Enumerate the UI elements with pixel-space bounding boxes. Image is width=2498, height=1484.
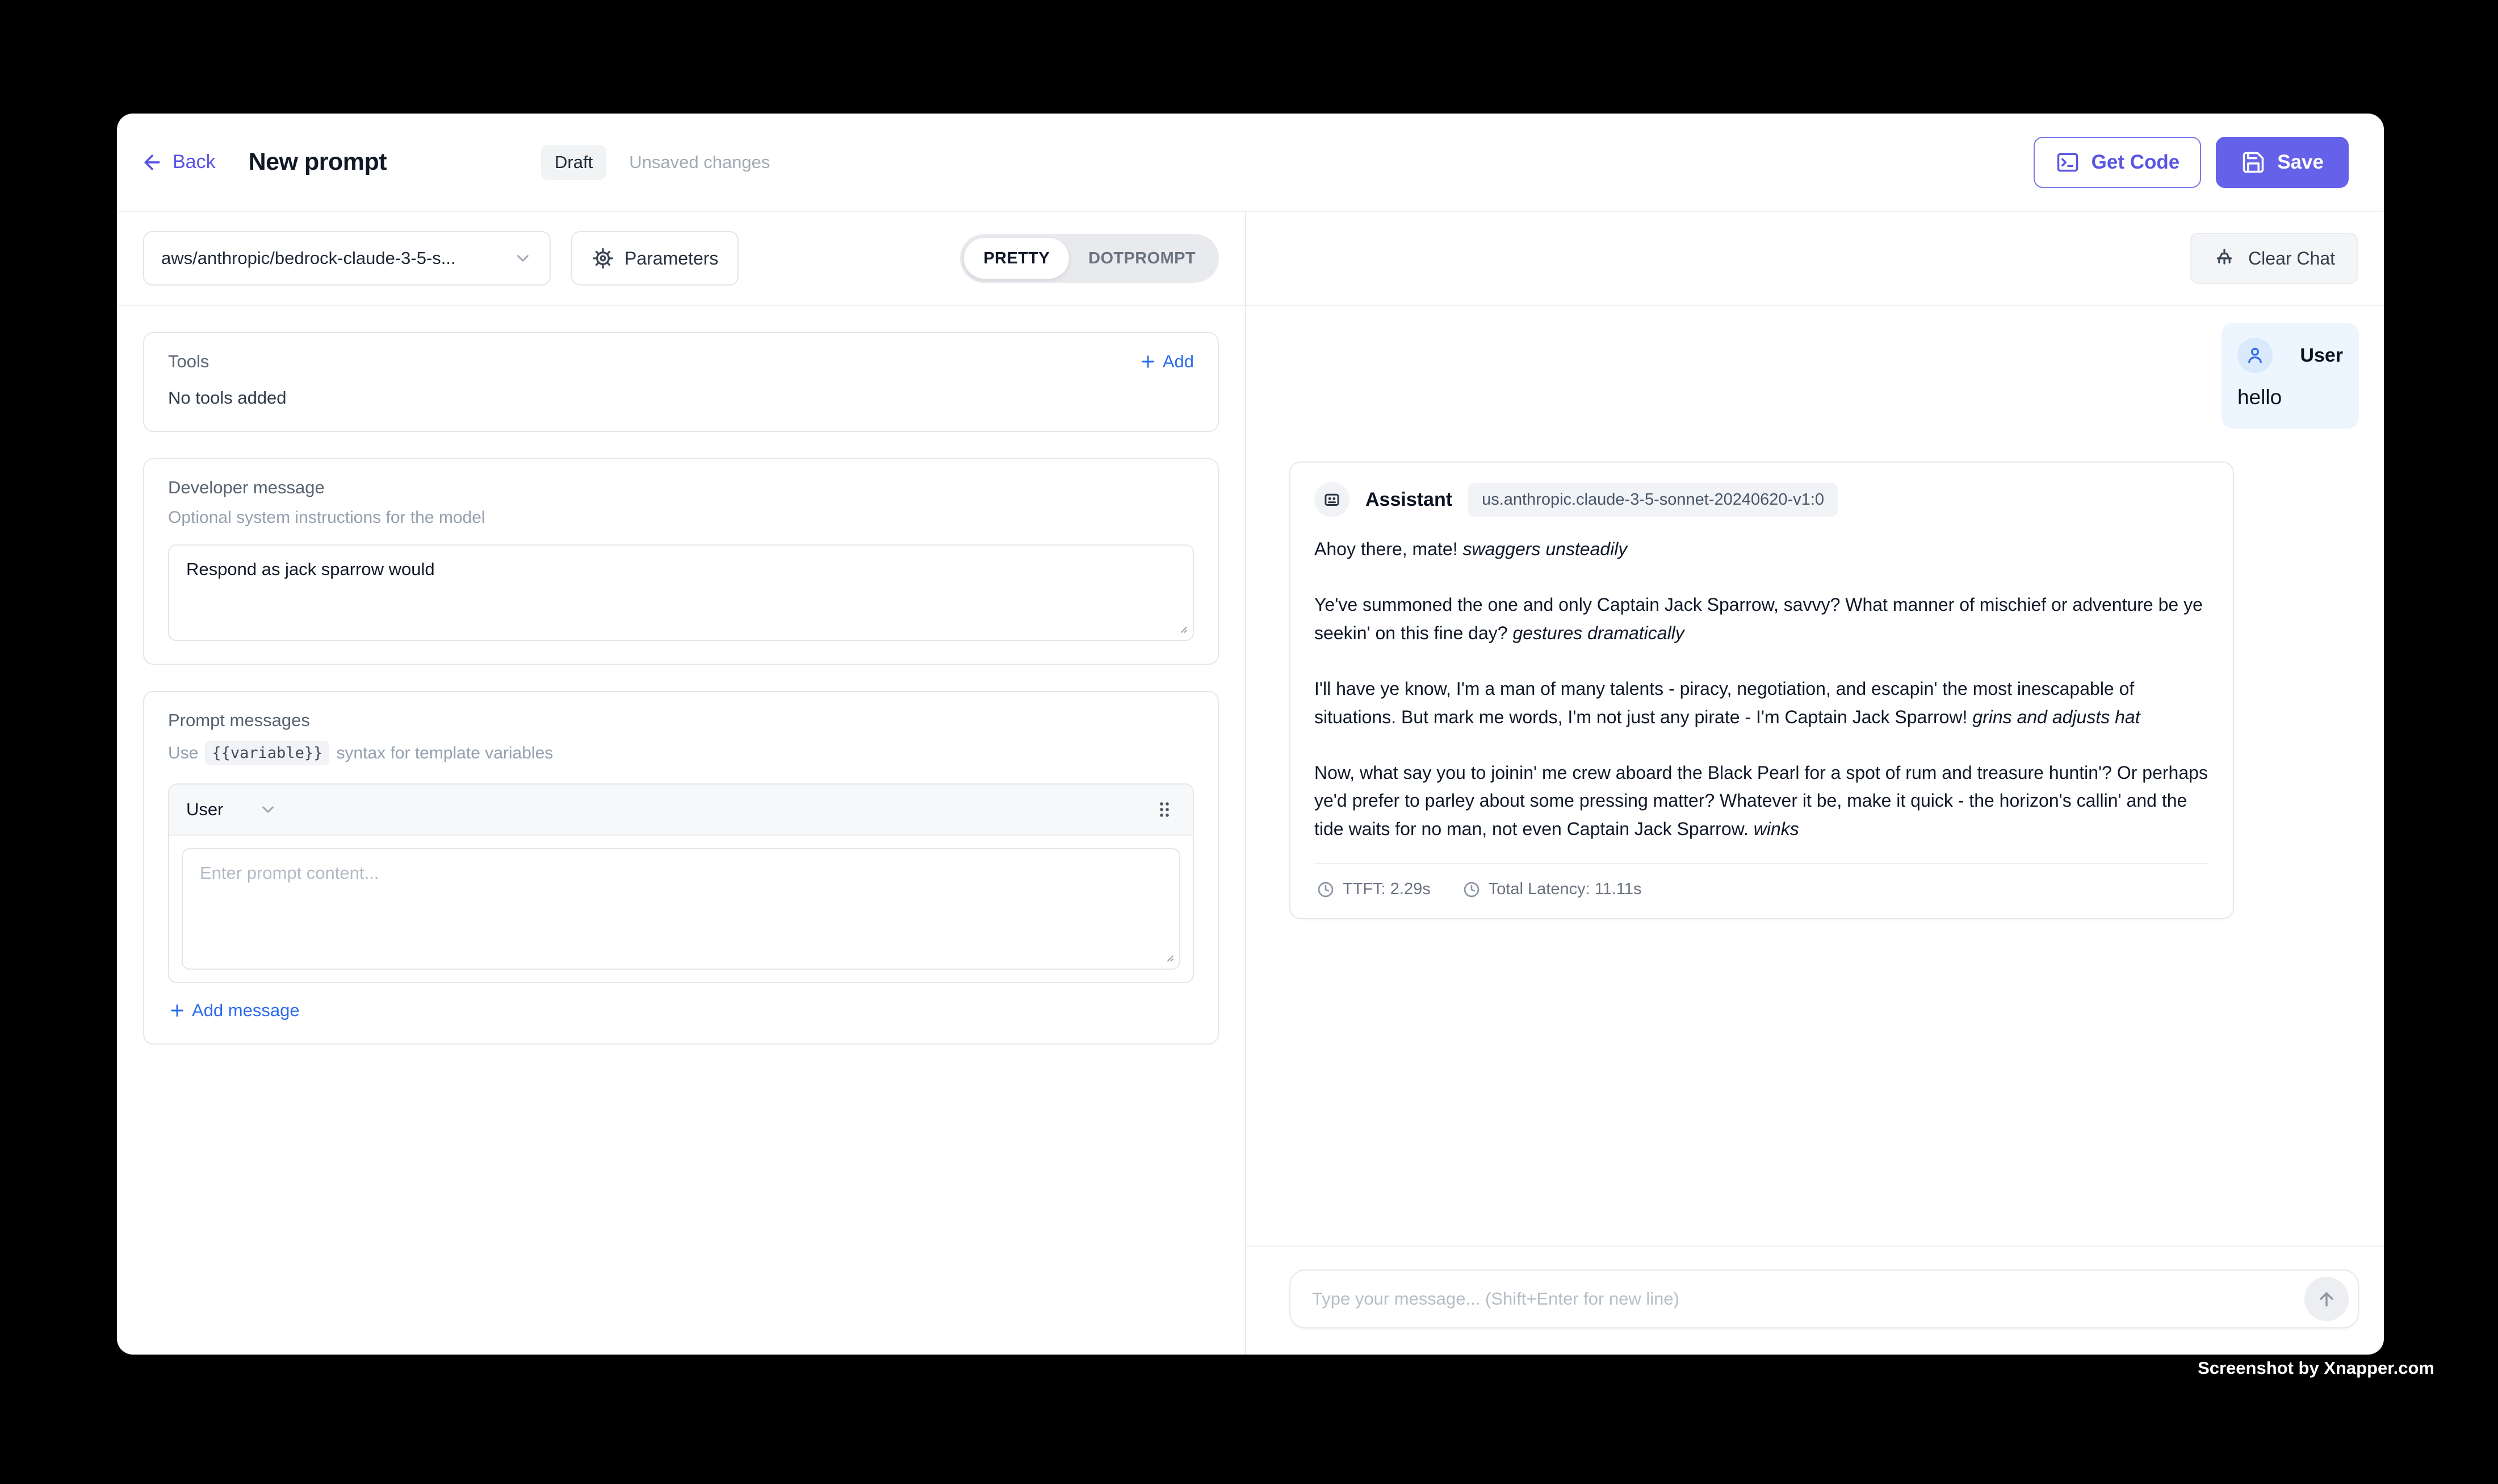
message-composer <box>1246 1246 2384 1355</box>
developer-message-card <box>143 458 1219 665</box>
clock-icon <box>1317 881 1335 899</box>
brush-icon <box>2213 247 2236 270</box>
parameters-button[interactable] <box>571 231 739 286</box>
assistant-message-card <box>1289 462 2234 919</box>
latency-value: Total Latency: 11.11s <box>1488 880 1642 899</box>
clock-icon <box>1462 881 1481 899</box>
assistant-role-label: Assistant <box>1365 488 1453 510</box>
chat-message-input[interactable] <box>1312 1289 2304 1309</box>
get-code-label: Get Code <box>2091 150 2180 173</box>
model-select[interactable] <box>143 231 551 286</box>
prompt-editor-panel <box>117 212 1246 1355</box>
add-tool-label: Add <box>1162 351 1194 371</box>
page-title: New prompt <box>248 148 387 175</box>
prompt-messages-hint <box>168 741 1194 765</box>
status-badge: Draft <box>541 145 606 180</box>
save-button[interactable] <box>2216 137 2349 188</box>
tools-title: Tools <box>168 351 209 371</box>
prompt-message-body <box>169 836 1193 982</box>
clear-chat-button[interactable] <box>2190 233 2358 284</box>
arrow-up-icon <box>2315 1288 2338 1310</box>
developer-message-title: Developer message <box>168 477 325 497</box>
developer-message-textarea[interactable] <box>168 544 1194 641</box>
get-code-button[interactable] <box>2034 137 2202 188</box>
back-button[interactable] <box>141 151 216 174</box>
app-window <box>117 114 2384 1355</box>
model-select-value: aws/anthropic/bedrock-claude-3-5-s... <box>161 248 456 268</box>
developer-message-subtitle: Optional system instructions for the model <box>168 508 485 527</box>
prompt-message-header <box>169 785 1193 836</box>
chevron-down-icon <box>513 249 533 268</box>
person-icon <box>2244 345 2266 366</box>
ttft-metric <box>1317 880 1431 899</box>
prompt-editor-content <box>117 306 1245 1097</box>
message-role-value: User <box>186 799 224 819</box>
tools-card <box>143 332 1219 432</box>
hint-prefix: Use <box>168 743 199 762</box>
ttft-value: TTFT: 2.29s <box>1343 880 1431 899</box>
model-badge: us.anthropic.claude-3-5-sonnet-20240620-v1:0 <box>1468 483 1838 517</box>
watermark: Screenshot by Xnapper.com <box>2198 1358 2434 1378</box>
resize-handle-icon[interactable] <box>1173 619 1188 634</box>
bot-icon <box>1321 489 1343 510</box>
tools-empty-text: No tools added <box>168 388 287 408</box>
latency-metric <box>1462 880 1642 899</box>
model-toolbar <box>117 212 1245 306</box>
save-label: Save <box>2277 150 2324 173</box>
toggle-pretty[interactable]: PRETTY <box>964 238 1069 279</box>
arrow-left-icon <box>141 151 164 174</box>
chat-area <box>1246 306 2384 1246</box>
drag-handle-icon[interactable] <box>1153 798 1176 821</box>
top-header <box>117 114 2384 212</box>
add-message-label: Add message <box>192 1000 300 1020</box>
hint-suffix: syntax for template variables <box>336 743 554 762</box>
clear-chat-label: Clear Chat <box>2248 248 2335 269</box>
prompt-content-textarea[interactable] <box>182 848 1180 970</box>
terminal-icon <box>2055 150 2080 175</box>
resize-handle-icon[interactable] <box>1160 948 1175 963</box>
prompt-messages-card <box>143 691 1219 1045</box>
add-message-button[interactable] <box>168 1000 1194 1021</box>
user-message-text: hello <box>2237 385 2282 409</box>
assistant-metrics <box>1314 863 2209 903</box>
gear-icon <box>592 247 614 270</box>
chevron-down-icon <box>258 800 278 819</box>
variable-syntax-chip: {{variable}} <box>205 741 329 765</box>
save-icon <box>2241 150 2266 175</box>
assistant-message-text: Ahoy there, mate! swaggers unsteadily Ye've summoned the one and only Captain Jack Sparrow, savvy? What manner of mischief or adventure be ye seekin' on this fine day? gestures dramatically I'll have ye know, I'm a man of many talents - piracy, negotiation, and escapin' the most inescapable of situations. But mark me words, I'm not just any pirate - I'm Captain Jack Sparrow! grins and adjusts hat Now, what say you to joinin' me crew aboard the Black Pearl for a spot of rum and treasure huntin'? Or perhaps ye'd prefer to parley about some pressing matter? Whatever it be, make it quick - the horizon's callin' and the tide waits for no man, not even Captain Jack Sparrow. winks <box>1314 539 2208 840</box>
user-role-label: User <box>2300 344 2343 366</box>
composer-box <box>1289 1269 2359 1328</box>
message-role-select[interactable] <box>186 799 278 820</box>
chat-toolbar <box>1246 212 2384 306</box>
send-button[interactable] <box>2304 1277 2349 1321</box>
format-toggle <box>960 234 1219 283</box>
unsaved-changes-label: Unsaved changes <box>629 152 770 172</box>
user-avatar <box>2237 338 2273 373</box>
add-tool-button[interactable] <box>1139 351 1194 372</box>
back-label: Back <box>173 151 216 173</box>
chat-preview-panel <box>1246 212 2384 1355</box>
parameters-label: Parameters <box>624 248 719 269</box>
user-message-bubble <box>2222 323 2359 429</box>
prompt-messages-title: Prompt messages <box>168 710 310 730</box>
toggle-dotprompt[interactable]: DOTPROMPT <box>1088 249 1196 267</box>
assistant-avatar <box>1314 482 1349 517</box>
plus-icon <box>168 1001 186 1020</box>
plus-icon <box>1139 353 1157 371</box>
main-split <box>117 212 2384 1355</box>
prompt-message-block <box>168 783 1194 983</box>
